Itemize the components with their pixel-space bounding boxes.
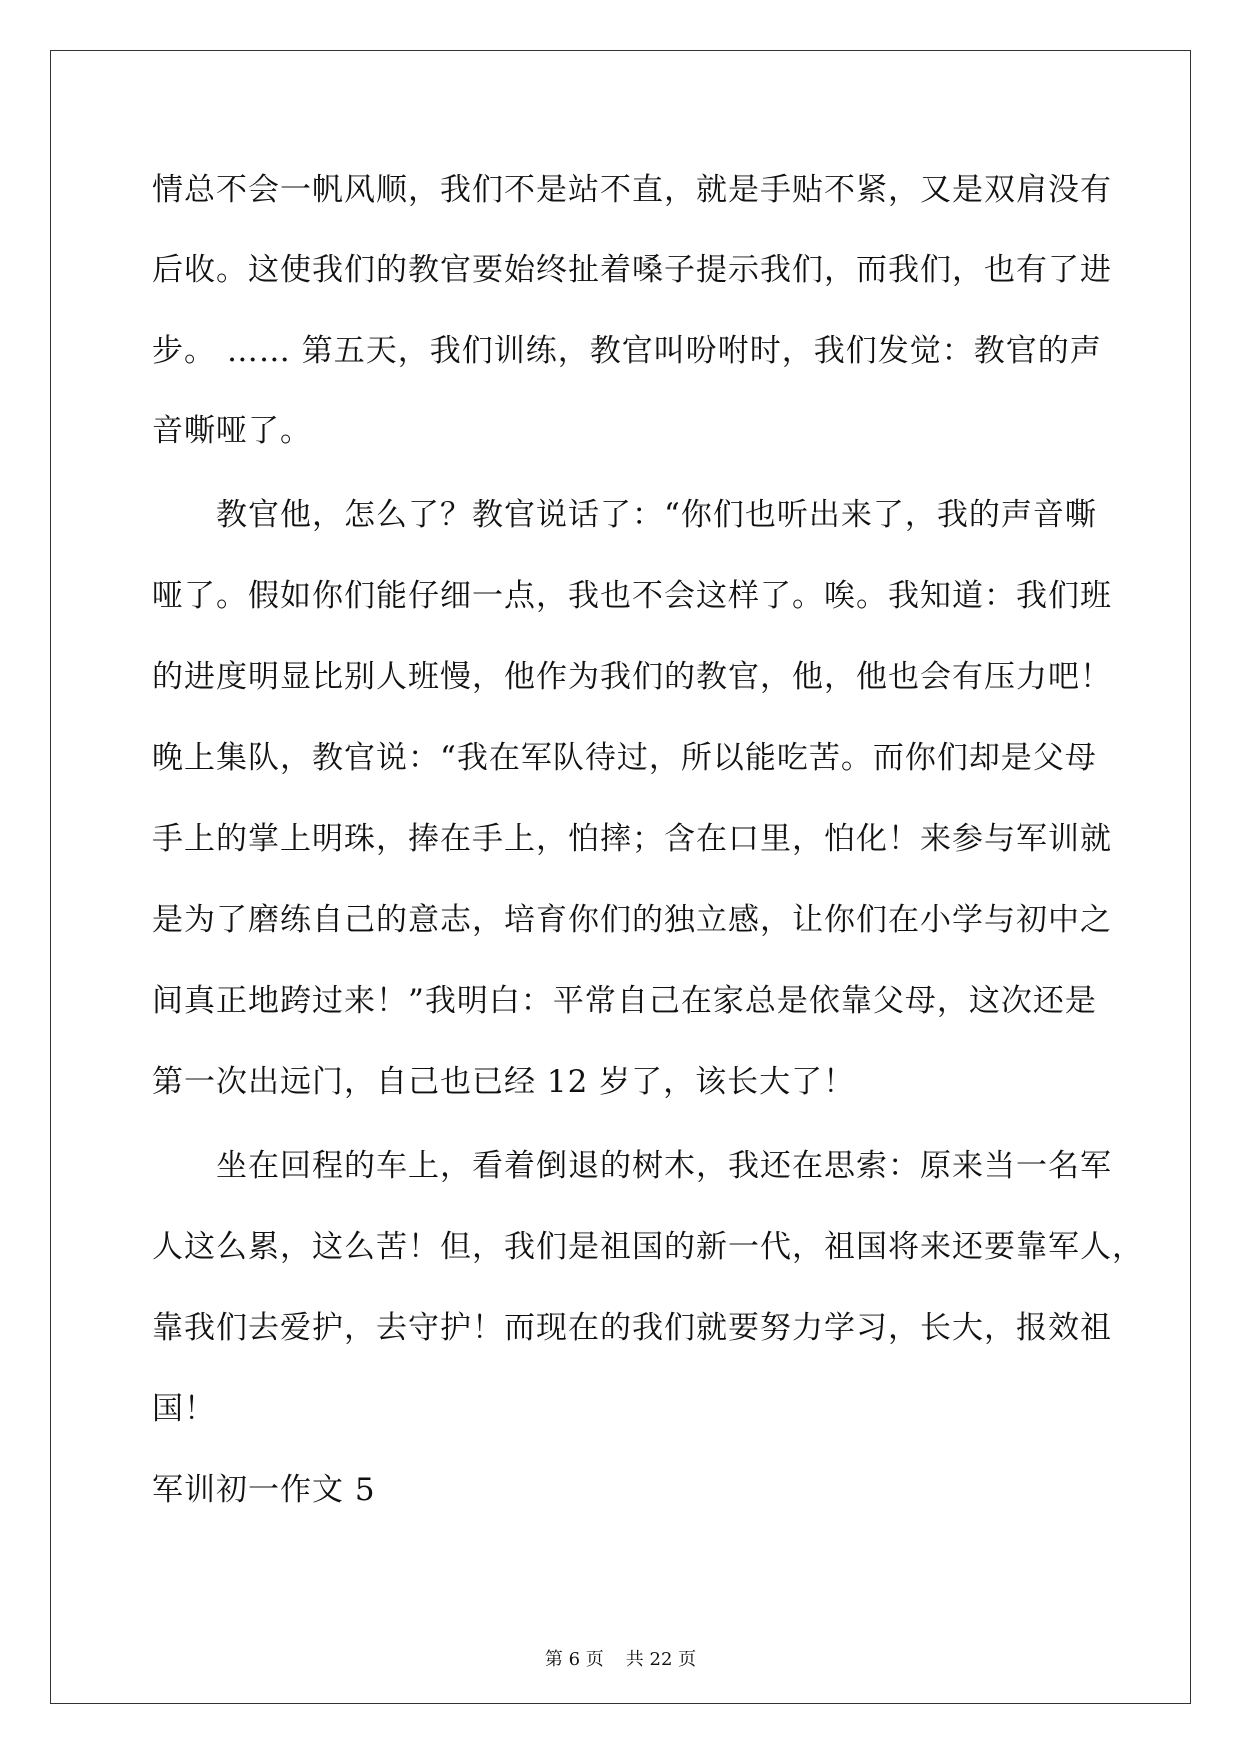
- text-line: 步。 …… 第五天，我们训练，教官叫吩咐时，我们发觉：教官的声: [152, 333, 1102, 369]
- text-line: 国！: [152, 1391, 216, 1427]
- text-line: 人这么累，这么苦！但，我们是祖国的新一代，祖国将来还要靠军人，: [152, 1229, 1144, 1265]
- text-line: 间真正地跨过来！”我明白：平常自己在家总是依靠父母，这次还是: [152, 983, 1097, 1019]
- text-line: 是为了磨练自己的意志，培育你们的独立感，让你们在小学与初中之: [152, 902, 1112, 938]
- text-line: 靠我们去爱护，去守护！而现在的我们就要努力学习，长大，报效祖: [152, 1310, 1112, 1346]
- page-number: 第 6 页: [544, 1649, 604, 1670]
- text-line: 坐在回程的车上，看着倒退的树木，我还在思索：原来当一名军: [152, 1148, 1112, 1184]
- section-heading: 军训初一作文 5: [152, 1472, 376, 1508]
- text-line: 后收。这使我们的教官要始终扯着嗓子提示我们，而我们，也有了进: [152, 252, 1112, 288]
- text-line: 第一次出远门，自己也已经 12 岁了，该长大了！: [152, 1064, 856, 1100]
- page-footer: [0, 1648, 1241, 1672]
- text-line: 的进度明显比别人班慢，他作为我们的教官，他，他也会有压力吧！: [152, 659, 1112, 695]
- text-line: 教官他，怎么了？教官说话了：“你们也听出来了，我的声音嘶: [152, 497, 1097, 533]
- text-line: 情总不会一帆风顺，我们不是站不直，就是手贴不紧，又是双肩没有: [152, 172, 1112, 208]
- text-line: 手上的掌上明珠，捧在手上，怕摔；含在口里，怕化！来参与军训就: [152, 821, 1112, 857]
- page-total: 共 22 页: [625, 1649, 697, 1670]
- text-line: 哑了。假如你们能仔细一点，我也不会这样了。唉。我知道：我们班: [152, 578, 1112, 614]
- text-line: 晚上集队，教官说：“我在军队待过，所以能吃苦。而你们却是父母: [152, 740, 1097, 776]
- page-border: [50, 50, 1191, 1704]
- text-line: 音嘶哑了。: [152, 413, 312, 449]
